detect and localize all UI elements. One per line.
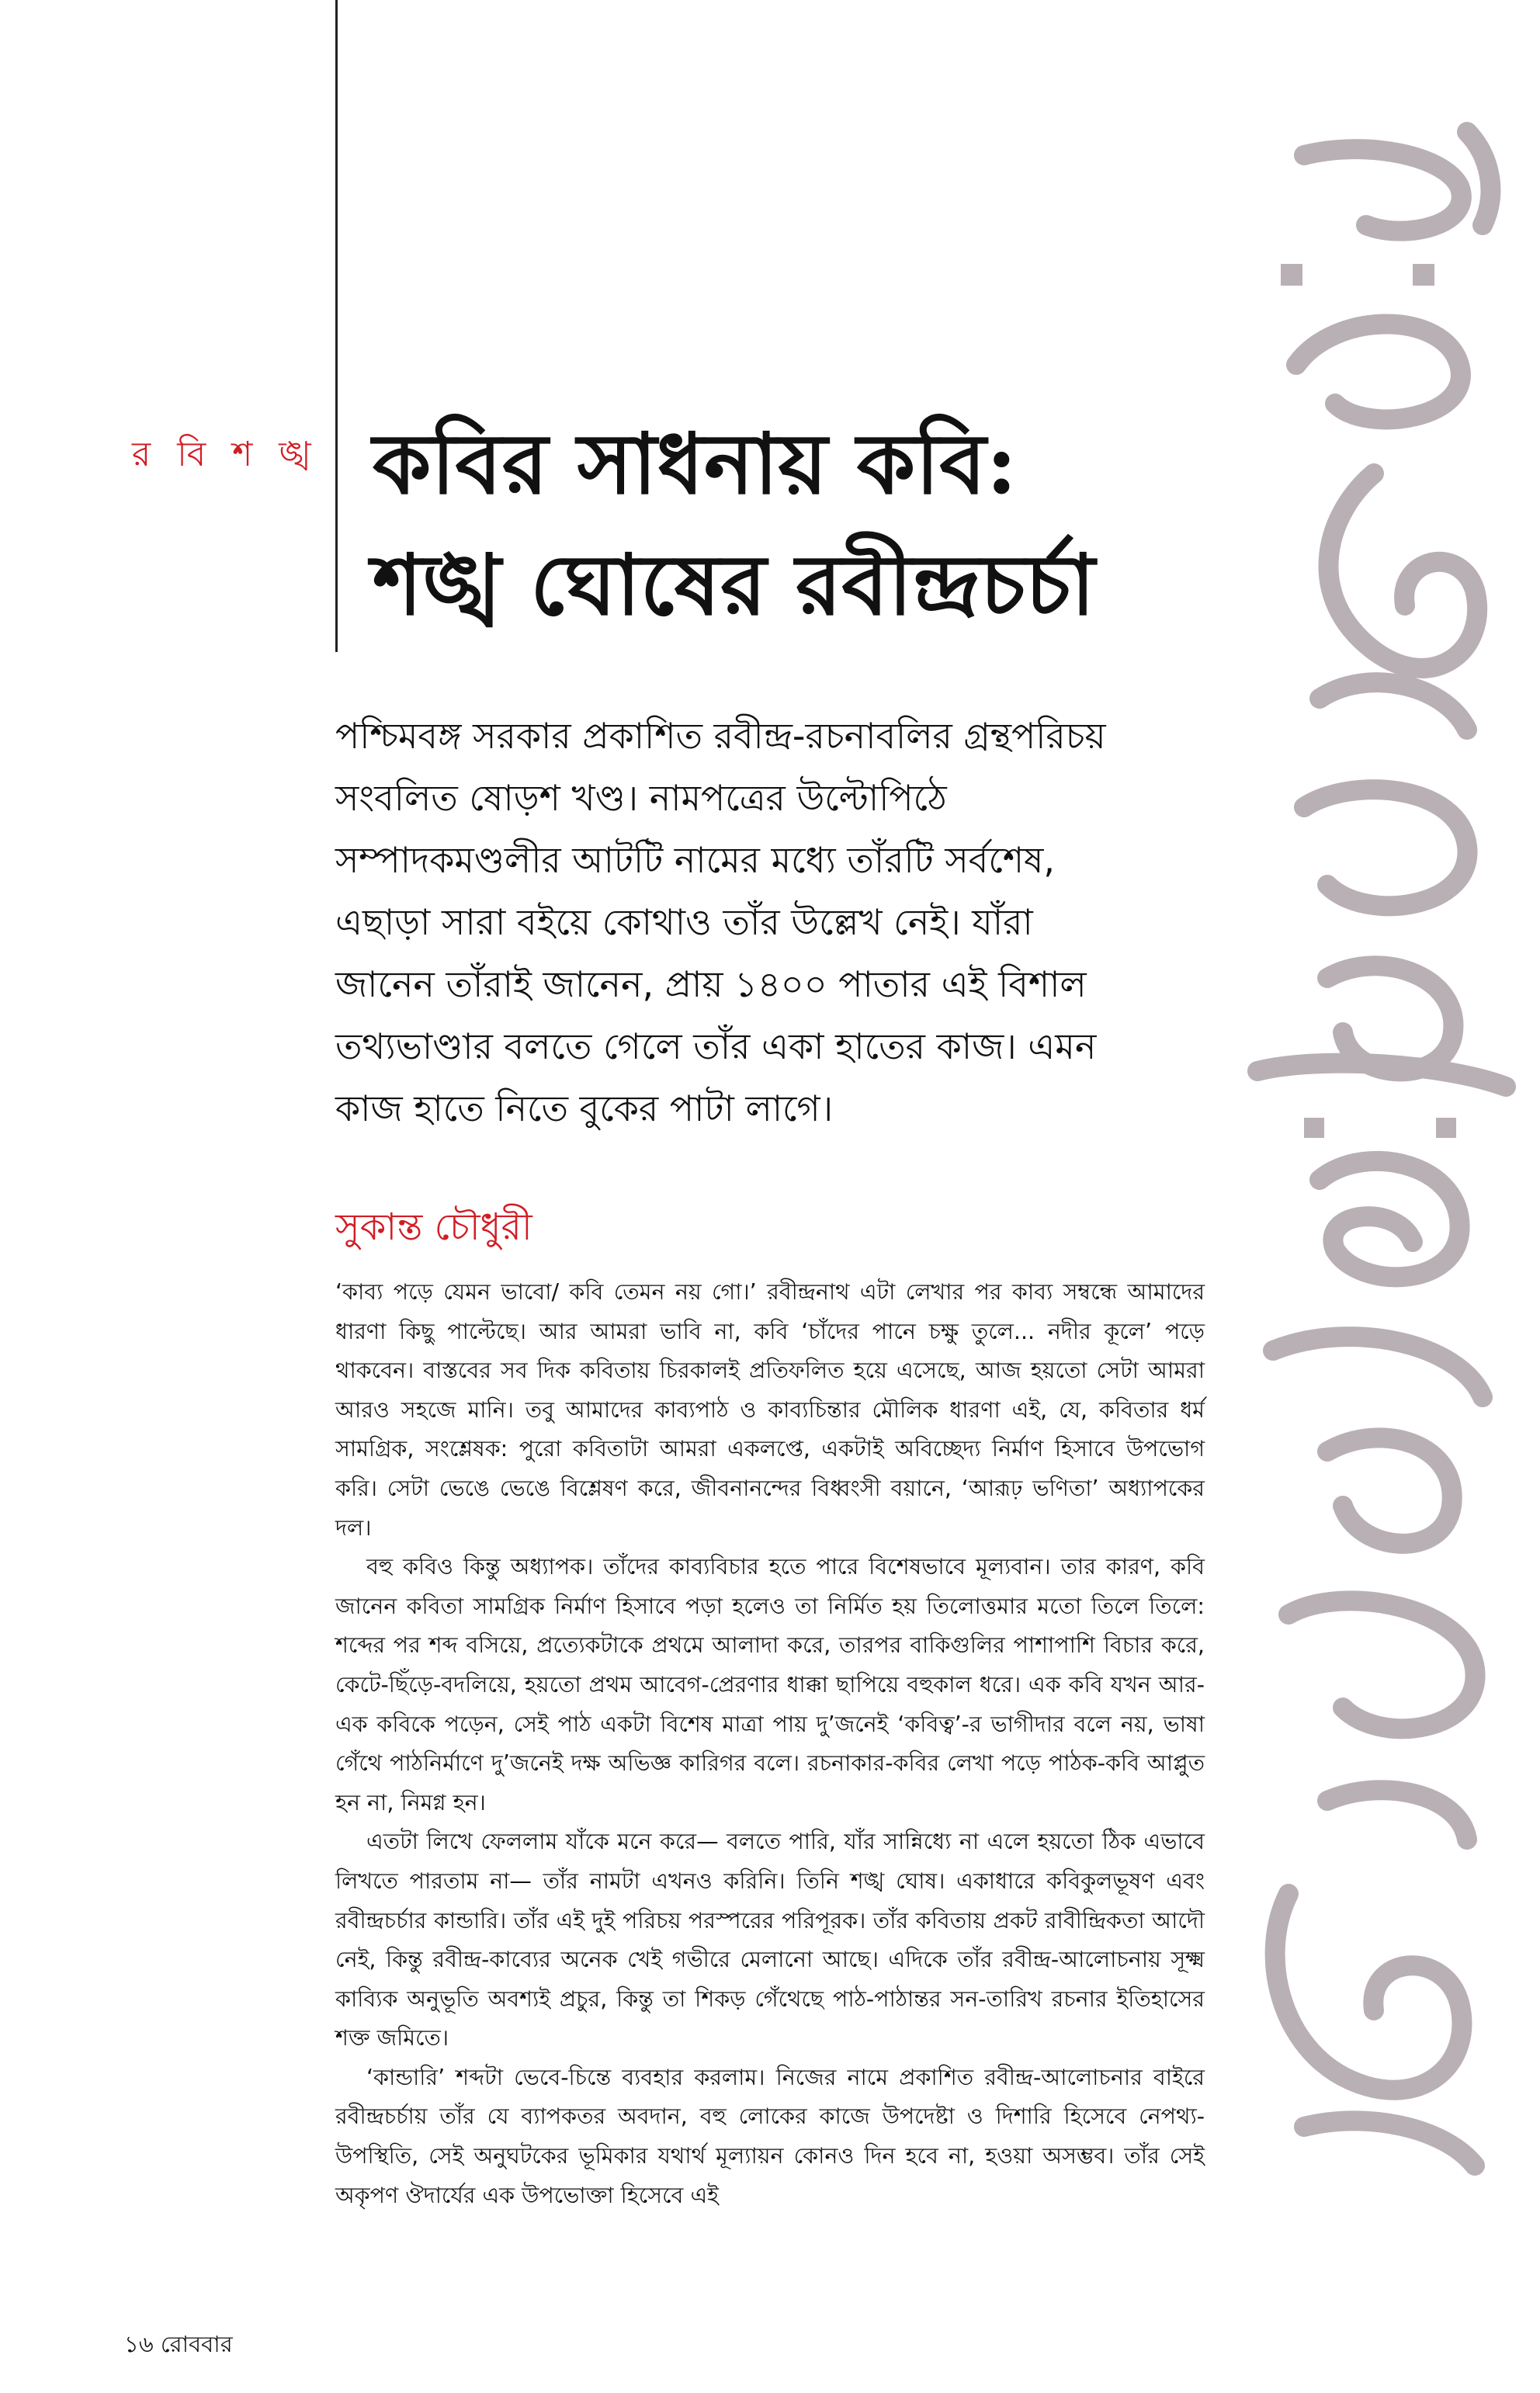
body-paragraph-3: এতটা লিখে ফেললাম যাঁকে মনে করে— বলতে পারি, যাঁর সান্নিধ্যে না এলে হয়তো ঠিক এভাবে লিখতে পারতাম না— তাঁর নামটা এখনও করিনি। তিনি শঙ্খ ঘোষ। একাধারে কবিকুলভূষণ এবং রবীন্দ্রচর্চার কান্ডারি। তাঁর এই দুই পরিচয় পরস্পরের পরিপূরক। তাঁর কবিতায় প্রকট রাবীন্দ্রিকতা আদৌ নেই, কিন্তু রবীন্দ্র-কাব্যের অনেক খেই গভীরে মেলানো আছে। এদিকে তাঁর রবীন্দ্র-আলোচনায় সূক্ষ্ম কাব্যিক অনুভূতি অবশ্যই প্রচুর, কিন্তু তা শিকড় গেঁথেছে পাঠ-পাঠান্তর সন-তারিখ রচনার ইতিহাসের শক্ত জমিতে। — [335, 1829, 1205, 2051]
body-paragraph-2: বহু কবিও কিন্তু অধ্যাপক। তাঁদের কাব্যবিচার হতে পারে বিশেষভাবে মূল্যবান। তার কারণ, কবি জানেন কবিতা সামগ্রিক নির্মাণ হিসাবে পড়া হলেও তা নির্মিত হয় তিলোত্তমার মতো তিলে তিলে: শব্দের পর শব্দ বসিয়ে, প্রত্যেকটাকে প্রথমে আলাদা করে, তারপর বাকিগুলির পাশাপাশি বিচার করে, কেটে-ছিঁড়ে-বদলিয়ে, হয়তো প্রথম আবেগ-প্রেরণার ধাক্কা ছাপিয়ে বহুকাল ধরে। এক কবি যখন আর-এক কবিকে পড়েন, সেই পাঠ একটা বিশেষ মাত্রা পায় দু’জনেই ‘কবিত্ব’-র ভাগীদার বলে নয়, ভাষা গেঁথে পাঠনির্মাণে দু’জনেই দক্ষ অভিজ্ঞ কারিগর বলে। রচনাকার-কবির লেখা পড়ে পাঠক-কবি আপ্লুত হন না, নিমগ্ন হন। — [335, 1554, 1205, 1816]
lede-paragraph: পশ্চিমবঙ্গ সরকার প্রকাশিত রবীন্দ্র-রচনাবলির গ্রন্থপরিচয় সংবলিত ষোড়শ খণ্ড। নামপত্রের উল্টোপিঠে সম্পাদকমণ্ডলীর আটটি নামের মধ্যে তাঁরটি সর্বশেষ, এছাড়া সারা বইয়ে কোথাও তাঁর উল্লেখ নেই। যাঁরা জানেন তাঁরাই জানেন, প্রায় ১৪০০ পাতার এই বিশাল তথ্যভাণ্ডার বলতে গেলে তাঁর একা হাতের কাজ। এমন কাজ হাতে নিতে বুকের পাটা লাগে। — [335, 715, 1106, 1129]
body-paragraph-1: ‘কাব্য পড়ে যেমন ভাবো/ কবি তেমন নয় গো।’ রবীন্দ্রনাথ এটা লেখার পর কাব্য সম্বন্ধে আমাদের ধারণা কিছু পাল্টেছে। আর আমরা ভাবি না, কবি ‘চাঁদের পানে চক্ষু তুলে... নদীর কূলে’ পড়ে থাকবেন। বাস্তবের সব দিক কবিতায় চিরকালই প্রতিফলিত হয়ে এসেছে, আজ হয়তো সেটা আমরা আরও সহজে মানি। তবু আমাদের কাব্যপাঠ ও কাব্যচিন্তার মৌলিক ধারণা এই, যে, কবিতার ধর্ম সামগ্রিক, সংশ্লেষক: পুরো কবিতাটা আমরা একলপ্তে, একটাই অবিচ্ছেদ্য নির্মাণ হিসাবে উপভোগ করি। সেটা ভেঙে ভেঙে বিশ্লেষণ করে, জীবনানন্দের বিধ্বংসী বয়ানে, ‘আরূঢ় ভণিতা’ অধ্যাপকের দল। — [335, 1279, 1205, 1541]
author-byline: সুকান্ত চৌধুরী — [335, 1205, 532, 1249]
handwriting-decoration — [1211, 109, 1529, 2266]
article-body — [335, 1273, 1205, 2215]
section-label: র বি শ ঙ্খ — [132, 435, 319, 474]
vertical-rule — [335, 0, 338, 652]
title-line-2: শঙ্খ ঘোষের রবীন্দ্রচর্চা — [373, 536, 1095, 634]
title-line-1: কবির সাধনায় কবি: — [373, 415, 1018, 513]
body-paragraph-4: ‘কান্ডারি’ শব্দটা ভেবে-চিন্তে ব্যবহার করলাম। নিজের নামে প্রকাশিত রবীন্দ্র-আলোচনার বাইরে রবীন্দ্রচর্চায় তাঁর যে ব্যাপকতর অবদান, বহু লোকের কাজে উপদেষ্টা ও দিশারি হিসেবে নেপথ্য-উপস্থিতি, সেই অনুঘটকের ভূমিকার যথার্থ মূল্যায়ন কোনও দিন হবে না, হওয়া অসম্ভব। তাঁর সেই অকৃপণ ঔদার্যের এক উপভোক্তা হিসেবে এই — [335, 2064, 1205, 2208]
page-footer: ১৬ রোববার — [124, 2331, 233, 2357]
